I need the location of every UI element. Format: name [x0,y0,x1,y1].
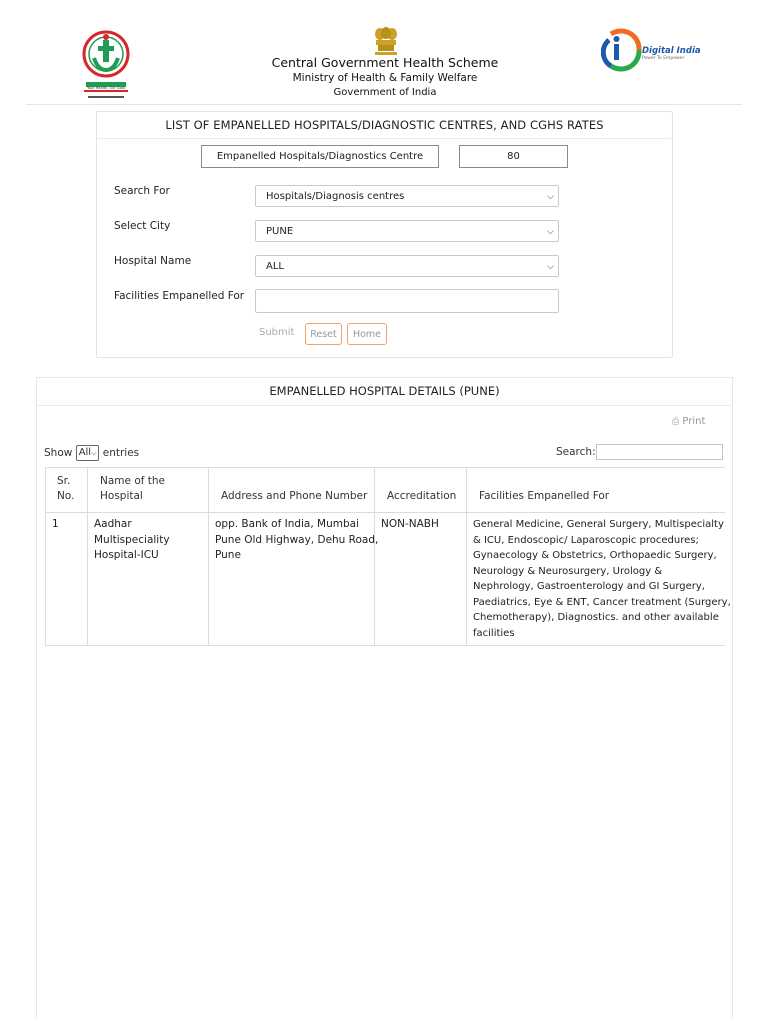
column-header-address[interactable]: Address and Phone Number [221,490,368,502]
header-line: Name of the [100,475,166,487]
cell-line: Pune Old Highway, Dehu Road, [215,533,379,546]
cell-hospital-name [94,517,170,564]
cell-line: & ICU, Endoscopic/ Laparoscopic procedures; [473,534,699,546]
national-emblem [372,26,400,58]
show-label: Show [44,447,73,459]
entries-select-value: All [78,447,92,458]
header-line: Hospital [100,490,143,502]
search-for-value: Hospitals/Diagnosis centres [266,191,405,202]
column-divider [87,467,88,646]
cell-line: Nephrology, Gastroenterology and GI Surgery, [473,581,705,592]
city-label: Select City [114,220,171,232]
cell-line: Pune [215,549,241,561]
entries-control [44,445,139,461]
facilities-input[interactable] [255,289,559,313]
column-header-name[interactable] [100,474,165,504]
reset-button[interactable]: Reset [305,323,342,345]
cell-line: Aadhar [94,518,132,530]
facilities-label: Facilities Empanelled For [114,290,245,302]
chevron-down-icon: ⌵ [547,262,554,272]
entries-select[interactable] [76,445,100,461]
cell-line: opp. Bank of India, Mumbai [215,518,360,530]
submit-button[interactable]: Submit [259,327,295,338]
cghs-logo-caption: Your Health, Our Goal [87,86,125,90]
column-divider [466,467,467,646]
city-select[interactable] [255,220,559,242]
count-box: 80 [459,145,568,168]
header-line: Sr. [57,475,71,487]
hospital-name-value: ALL [266,261,284,272]
cell-line: Hospital-ICU [94,549,159,561]
cell-address [215,517,378,564]
cell-line: General Medicine, General Surgery, Multispecialty [473,519,724,530]
column-header-sr[interactable] [57,474,74,504]
digital-india-tagline: Power To Empower [642,56,685,61]
details-divider [37,405,731,406]
column-header-accreditation[interactable]: Accreditation [387,490,457,502]
government-name: Government of India [333,87,437,98]
page-title: Central Government Health Scheme [271,55,499,70]
panel-divider [97,138,671,139]
chevron-down-icon: ⌵ [547,227,554,237]
header-divider [26,104,742,105]
details-title: EMPANELLED HOSPITAL DETAILS (PUNE) [269,384,500,398]
print-label: Print [682,416,706,427]
cghs-logo [78,26,134,102]
table-search-label: Search: [556,446,596,458]
column-header-facilities[interactable]: Facilities Empanelled For [479,490,610,502]
city-value: PUNE [266,226,294,237]
search-for-label: Search For [114,185,170,197]
cell-line: Chemotherapy), Diagnostics. and other available [473,612,719,623]
search-for-select[interactable] [255,185,559,207]
digital-india-title: Digital India [642,46,701,56]
column-divider [208,467,209,646]
cell-line: Gynaecology & Obstetrics, Orthopaedic Surgery, [473,550,717,561]
cell-line: Multispeciality [94,533,170,546]
cell-line: Paediatrics, Eye & ENT, Cancer treatment (Surgery, [473,596,731,608]
hospital-name-label: Hospital Name [114,255,192,267]
cell-accreditation: NON-NABH [381,518,439,530]
ministry-name: Ministry of Health & Family Welfare [292,72,478,84]
printer-icon: ⎙ [672,417,680,427]
cell-line: facilities [473,627,515,639]
chevron-down-icon: ⌵ [91,449,97,457]
chevron-down-icon: ⌵ [547,192,554,202]
cell-line: Neurology & Neurosurgery, Urology & [473,565,663,577]
entries-label: entries [102,447,140,459]
print-button[interactable] [672,416,705,427]
digital-india-logo [601,28,645,72]
cell-facilities [473,517,731,641]
home-button[interactable]: Home [347,323,387,345]
header-row-divider [45,512,725,513]
hospital-name-select[interactable] [255,255,559,277]
header-line: No. [57,490,75,502]
cell-sr: 1 [52,518,59,530]
search-panel-title: LIST OF EMPANELLED HOSPITALS/DIAGNOSTIC CENTRES, AND CGHS RATES [165,118,604,132]
category-box: Empanelled Hospitals/Diagnostics Centre [201,145,439,168]
table-search-input[interactable] [596,444,723,460]
